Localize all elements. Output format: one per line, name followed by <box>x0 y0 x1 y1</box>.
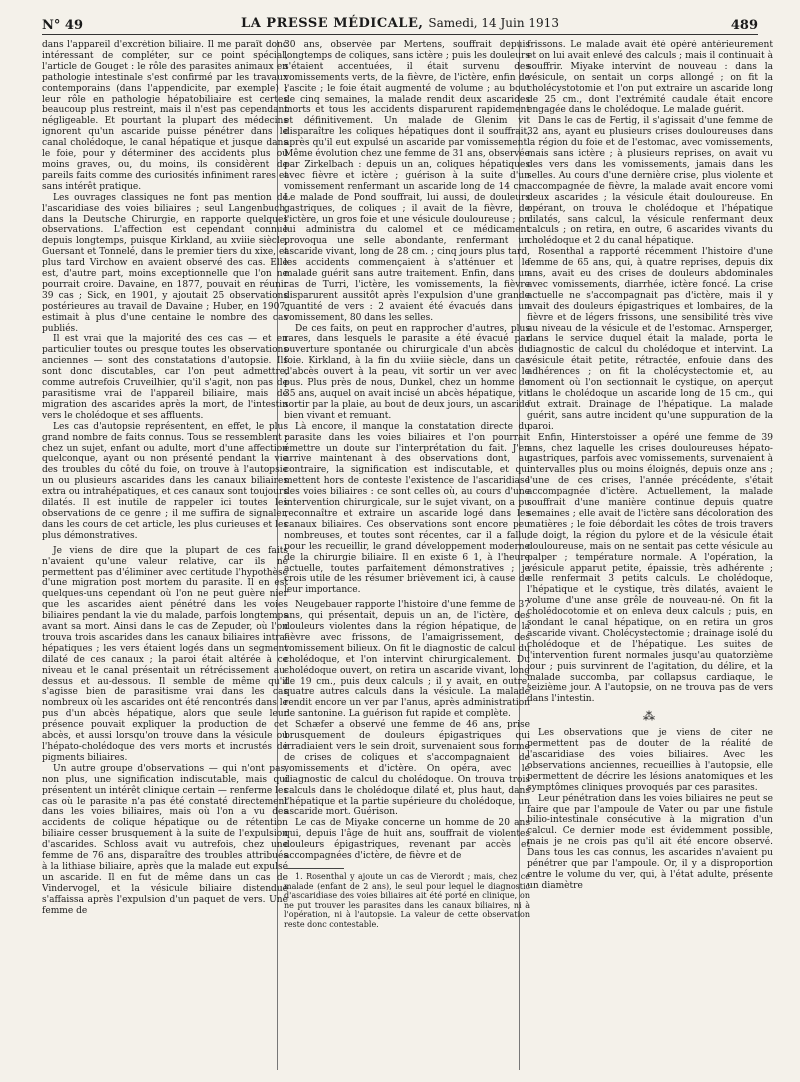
paragraph: De ces faits, on peut en rapprocher d'autres, plus rares, dans lesquels le parasite a été évacué par ouverture spontanée ou chirurgicale d'un abcès du foie. Kirkland, à la fin du xviiie siècle, dans un cas d'abcès ouvert à la peau, vit sortir un ver avec le pus. Plus près de nous, Dunkel, chez un homme de 35 ans, auquel on avait incisé un abcès hépatique, vit sortir par la plaie, au bout de deux jours, un ascaride bien vivant et remuant. <box>284 323 530 421</box>
page-number: 489 <box>730 18 758 33</box>
paragraph: Dans le cas de Fertig, il s'agissait d'une femme de 32 ans, ayant eu plusieurs crises douloureuses dans la région du foie et de l'estomac, avec vomissements, mais sans ictère ; à plusieurs reprises, on avait vu des vers dans les vomissements, jamais dans les selles. Au cours d'une dernière crise, plus violente et accompagnée de fièvre, la malade avait encore vomi deux ascarides ; la vésicule était douloureuse. En opérant, on trouva le cholédoque et l'hépatique dilatés, sans calcul, la vésicule renfermant deux calculs ; on retira, en outre, 6 ascarides vivants du cholédoque et 2 du canal hépatique. <box>527 116 773 247</box>
paragraph: Schæfer a observé une femme de 46 ans, prise brusquement de douleurs épigastriques qui irradiaient vers le sein droit, survenaient sous forme de crises de coliques et s'accompagnaient de vomissements et d'ictère. On opéra, avec le diagnostic de calcul du cholédoque. On trouva trois calculs dans le cholédoque dilaté et, plus haut, dans l'hépatique et la partie supérieure du cholédoque, un ascaride mort. Guérison. <box>284 720 530 818</box>
footnote-rule <box>284 868 344 869</box>
paragraph: dans l'appareil d'excrétion biliaire. Il me paraît donc intéressant de compléter, sur ce point spécial, l'article de Gouget : le rôle des parasites animaux en pathologie intestinale s'est confirmé par les travaux contemporains (dans l'appendicite, par exemple) ; leur rôle en pathologie hépatobiliaire est certes beaucoup plus restreint, mais il n'est pas cependant négligeable. Et pourtant la plupart des médecins ignorent qu'un ascaride puisse pénétrer dans le canal cholédoque, le canal hépatique et jusque dans le foie, pour y déterminer des accidents plus ou moins graves, ou, du moins, ils considèrent de pareils faits comme des curiosités infiniment rares et sans intérêt pratique. <box>42 40 288 192</box>
paragraph: Les ouvrages classiques ne font pas mention de l'ascaridiase des voies biliaires ; seul Langenbuch, dans la Deutsche Chirurgie, en rapporte quelques observations. L'affection est cependant connue depuis longtemps, puisque Kirkland, au xviiie siècle, Guersant et Tonnelé, dans le premier tiers du xixe, et plus tard Virchow en avaient observé des cas. Elle est, d'autre part, moins exceptionnelle que l'on ne pourrait croire. Davaine, en 1877, pouvait en réunir 39 cas ; Sick, en 1901, y ajoutait 25 observations postérieures au travail de Davaine ; Huber, en 1907, estimait à plus d'une centaine le nombre des cas publiés. <box>42 192 288 334</box>
footnote: 1. Rosenthal y ajoute un cas de Vierordt ; mais, chez ce malade (enfant de 2 ans), le seul pour lequel le diagnostic d'ascaridiase des voies biliaires ait été porté en clinique, on ne put trouver les parasites dans les canaux biliaires, ni à l'opération, ni à l'autopsie. La valeur de cette observation reste donc contestable. <box>284 871 530 929</box>
paragraph: Il est vrai que la majorité des ces cas — et en particulier toutes ou presque toutes les observations anciennes — sont des constatations d'autopsie. Ils sont donc discutables, car l'on peut admettre, comme autrefois Cruveilhier, qu'il s'agit, non pas de parasitisme vrai de l'appareil biliaire, mais de migration des ascarides après la mort, de l'intestin vers le cholédoque et ses affluents. <box>42 334 288 421</box>
section-separator-asterism: ⁂ <box>643 709 657 724</box>
journal-title: LA PRESSE MÉDICALE, <box>241 16 424 31</box>
paragraph: Je viens de dire que la plupart de ces faits n'avaient qu'une valeur relative, car ils ne permettent pas d'éliminer avec certitude l'hypothèse d'une migration post mortem du parasite. Il en est quelques-uns cependant où l'on ne peut guère nier que les ascarides aient pénétré dans les voies biliaires pendant la vie du malade, parfois longtemps avant sa mort. Ainsi dans le cas de Zepuder, où l'on trouva trois ascarides dans les canaux biliaires intra-hépatiques ; les vers étaient logés dans un segment dilaté de ces canaux ; la paroi était altérée à ce niveau et le canal présentait un rétrécissement au-dessus et au-dessous. Il semble de même qu'il s'agisse bien de parasitisme vrai dans les cas nombreux où les ascarides ont été rencontrés dans le pus d'un abcès hépatique, alors que seule leur présence pouvait expliquer la production de cet abcès, et aussi lorsqu'on trouve dans la vésicule ou l'hépato-cholédoque des vers morts et incrustés de pigments biliaires. <box>42 545 288 763</box>
issue-date: Samedi, 14 Juin 1913 <box>428 16 559 30</box>
paragraph: Enfin, Hinterstoisser a opéré une femme de 39 ans, chez laquelle les crises douloureuses hépato-gastriques, parfois avec vomissements, survenaient à intervalles plus ou moins éloignés, depuis onze ans ; l'une de ces crises, l'année précédente, s'était accompagnée d'ictère. Actuellement, la malade souffrait d'une manière continue depuis quatre semaines ; elle avait de l'ictère sans décoloration des matières ; le foie débordait les côtes de trois travers de doigt, la région du pylore et de la vésicule était douloureuse, mais on ne sentait pas cette vésicule au palper ; température normale. A l'opération, la vésicule apparut petite, épaissie, très adhérente ; elle renfermait 3 petits calculs. Le cholédoque, l'hépatique et le cystique, très dilatés, avaient le volume d'une anse grêle de nouveau-né. On fit la cholédocotomie et on enleva deux calculs ; puis, en sondant le canal hépatique, on en retira un gros ascaride vivant. Cholécystectomie ; drainage isolé du cholédoque et de l'hépatique. Les suites de l'intervention furent normales jusqu'au quatorzième jour ; puis survinrent de l'agitation, du délire, et la malade succomba, par collapsus cardiaque, le seizième jour. A l'autopsie, on ne trouva pas de vers dans l'intestin. <box>527 432 773 705</box>
text-column-middle <box>284 40 530 1072</box>
header-rule <box>42 34 758 35</box>
paragraph: Les cas d'autopsie représentent, en effet, le plus grand nombre de faits connus. Tous se ressemblent : chez un sujet, enfant ou adulte, mort d'une affection quelconque, ayant ou non présenté pendant la vie des troubles du côté du foie, on trouve à l'autopsie un ou plusieurs ascarides dans les canaux biliaires extra ou intrahépatiques, et ces canaux sont toujours dilatés. Il est inutile de rappeler ici toutes les observations de ce genre ; il me suffira de signaler, dans les cours de cet article, les plus curieuses et les plus démonstratives. <box>42 421 288 541</box>
paragraph: Là encore, il manque la constatation directe du parasite dans les voies biliaires et l'on pourrait émettre un doute sur l'interprétation du fait. J'en arrive maintenant à des observations dont, au contraire, la signification est indiscutable, et qui mettent hors de conteste l'existence de l'ascaridiase des voies biliaires : ce sont celles où, au cours d'une intervention chirurgicale, sur le sujet vivant, on a pu reconnaître et extraire un ascaride logé dans les canaux biliaires. Ces observations sont encore peu nombreuses, et toutes sont récentes, car il a fallu, pour les recueillir, le grand développement moderne de la chirurgie biliaire. Il en existe 6 1, à l'heure actuelle, toutes parfaitement démonstratives ; je crois utile de les résumer brièvement ici, à cause de leur importance. <box>284 421 530 596</box>
running-header <box>42 12 758 34</box>
paragraph: Les observations que je viens de citer ne permettent pas de douter de la réalité de l'ascaridiase des voies biliaires. Avec les observations anciennes, recueillies à l'autopsie, elle permettent de décrire les lésions anatomiques et les symptômes cliniques provoqués par ces parasites. <box>527 728 773 793</box>
paragraph: 30 ans, observée par Mertens, souffrait depuis longtemps de coliques, sans ictère ; puis les douleurs s'étaient accentuées, il était survenu des vomissements verts, de la fièvre, de l'ictère, enfin de l'ascite ; le foie était augmenté de volume ; au bout de cinq semaines, la malade rendit deux ascarides morts et tous les accidents disparurent rapidement et définitivement. Un malade de Glenim vit disparaître les coliques hépatiques dont il souffrait, après qu'il eut expulsé un ascaride par vomissement. Même évolution chez une femme de 31 ans, observée par Zirkelbach : depuis un an, coliques hépatiques avec fièvre et ictère ; guérison à la suite d'un vomissement renfermant un ascaride long de 14 cm. Le malade de Pond souffrait, lui aussi, de douleurs gastriques, de coliques ; il avait de la fièvre, de l'ictère, un gros foie et une vésicule douloureuse ; on lui administra du calomel et ce médicament provoqua une selle abondante, renfermant un ascaride vivant, long de 28 cm. ; cinq jours plus tard, les accidents commençaient à s'atténuer et le malade guérit sans autre traitement. Enfin, dans un cas de Turri, l'ictère, les vomissements, la fièvre disparurent aussitôt après l'expulsion d'une grande quantité de vers : 2 avaient été évacués dans un vomissement, 80 dans les selles. <box>284 40 530 323</box>
paragraph: Un autre groupe d'observations — qui n'ont pas, non plus, une signification indiscutable, mais qui présentent un intérêt clinique certain — renferme les cas où le parasite n'a pas été constaté directement dans les voies biliaires, mais où l'on a vu des accidents de colique hépatique ou de rétention biliaire cesser brusquement à la suite de l'expulsion d'ascarides. Schloss avait vu autrefois, chez une femme de 76 ans, disparaître des troubles attribués à la lithiase biliaire, après que la malade eut expulsé un ascaride. Il en fut de même dans un cas de Vindervogel, et la vésicule biliaire distendue s'affaissa après l'expulsion d'un paquet de vers. Une femme de <box>42 763 288 916</box>
text-column-left <box>42 40 288 1072</box>
paragraph: frissons. Le malade avait été opéré antérieurement et on lui avait enlevé des calculs ; mais il continuait à souffrir. Miyake intervint de nouveau : dans la vésicule, on sentait un corps allongé ; on fit la cholécystotomie et l'on put extraire un ascaride long de 25 cm., dont l'extrémité caudale était encore engagée dans le cholédoque. Le malade guérit. <box>527 40 773 116</box>
text-column-right <box>527 40 773 1072</box>
paragraph: Leur pénétration dans les voies biliaires ne peut se faire que par l'ampoule de Vater ou par une fistule bilio-intestinale consécutive à la migration d'un calcul. Ce dernier mode est évidemment possible, mais je ne crois pas qu'il ait été encore observé. Dans tous les cas connus, les ascarides n'avaient pu pénétrer que par l'ampoule. Or, il y a disproportion entre le volume du ver, qui, à l'état adulte, présente un diamètre <box>527 793 773 891</box>
paragraph: Le cas de Miyake concerne un homme de 20 ans qui, depuis l'âge de huit ans, souffrait de violentes douleurs épigastriques, revenant par accès et accompagnées d'ictère, de fièvre et de <box>284 818 530 862</box>
paragraph: Neugebauer rapporte l'histoire d'une femme de 37 ans, qui présentait, depuis un an, de l'ictère, des douleurs violentes dans la région hépatique, de la fièvre avec frissons, de l'amaigrissement, des vomissement bilieux. On fit le diagnostic de calcul du cholédoque, et l'on intervint chirurgicalement. Du cholédoque ouvert, on retira un ascaride vivant, long de 19 cm., puis deux calculs ; il y avait, en outre, quatre autres calculs dans la vésicule. La malade rendit encore un ver par l'anus, après administration de santonine. La guérison fut rapide et complète. <box>284 600 530 720</box>
issue-number: N° 49 <box>42 18 83 33</box>
journal-title-line <box>42 16 758 31</box>
paragraph: Rosenthal a rapporté récemment l'histoire d'une femme de 65 ans, qui, à quatre reprises, depuis dix ans, avait eu des crises de douleurs abdominales avec vomissements, diarrhée, ictère foncé. La crise actuelle ne s'accompagnait pas d'ictère, mais il y avait des douleurs épigastriques et lombaires, de la fièvre et de légers frissons, une sensibilité très vive au niveau de la vésicule et de l'estomac. Arnsperger, dans le service duquel était la malade, porta le diagnostic de calcul du cholédoque et intervint. La vésicule était petite, rétractée, enfouie dans des adhérences ; on fit la cholécystectomie et, au moment où l'on sectionnait le cystique, on aperçut dans le cholédoque un ascaride long de 15 cm., qui fut extrait. Drainage de l'hépatique. La malade guérit, sans autre incident qu'une suppuration de la paroi. <box>527 247 773 432</box>
